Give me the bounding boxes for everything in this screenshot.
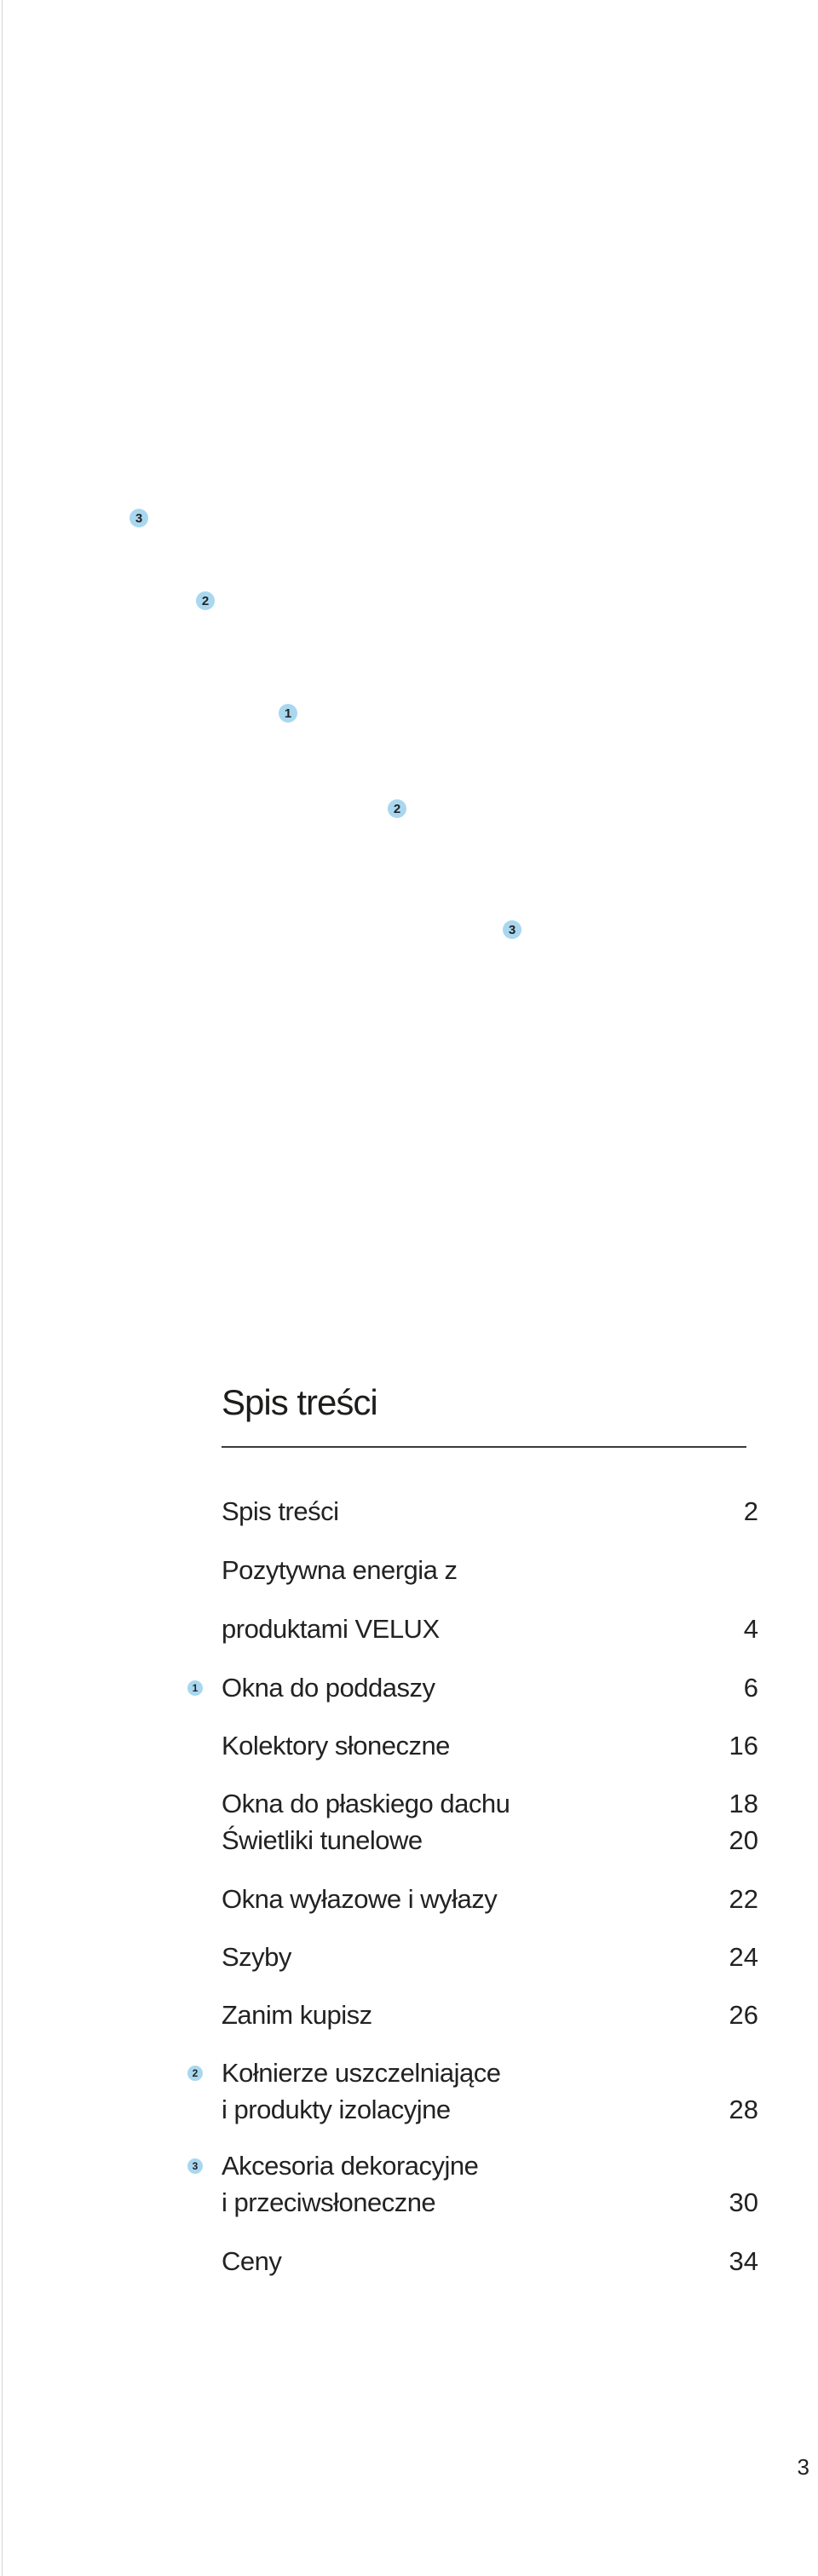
toc-entry-label[interactable]: Spis treści [222, 1496, 339, 1526]
toc-title: Spis treści [222, 1382, 377, 1422]
toc-entry-page: 22 [729, 1884, 758, 1914]
toc-entry-page: 16 [729, 1731, 758, 1761]
image-marker-2-bottom: 2 [388, 799, 406, 818]
toc-entry-page: 34 [729, 2246, 758, 2276]
section-marker-1: 1 [187, 1680, 203, 1696]
image-marker-1: 1 [279, 704, 297, 723]
toc-entry-label[interactable]: Zanim kupisz [222, 2000, 372, 2030]
section-marker-2: 2 [187, 2066, 203, 2081]
section-marker-3: 3 [187, 2158, 203, 2174]
toc-entry-label[interactable]: Ceny [222, 2246, 282, 2276]
toc-entry-label[interactable]: Szyby [222, 1942, 291, 1972]
toc-entry-label[interactable]: Świetliki tunelowe [222, 1825, 423, 1855]
toc-entry-page: 28 [729, 2095, 758, 2124]
toc-entry-label-continued[interactable]: i produkty izolacyjne [222, 2095, 451, 2124]
toc-entry-label[interactable]: Okna do poddaszy [222, 1673, 435, 1703]
page-number: 3 [797, 2454, 809, 2480]
toc-entry-page: 18 [729, 1789, 758, 1818]
toc-entry-page: 30 [729, 2187, 758, 2217]
toc-entry-page: 24 [729, 1942, 758, 1972]
toc-entry-page: 6 [743, 1673, 758, 1703]
toc-entry-label-continued[interactable]: i przeciwsłoneczne [222, 2187, 436, 2217]
image-marker-2-top: 2 [196, 591, 215, 610]
toc-entry-page: 4 [743, 1614, 758, 1644]
toc-entry-label[interactable]: Akcesoria dekoracyjne [222, 2151, 479, 2181]
toc-divider [222, 1446, 746, 1448]
toc-entry-label[interactable]: Okna do płaskiego dachu [222, 1789, 510, 1818]
toc-entry-label[interactable]: produktami VELUX [222, 1614, 440, 1644]
image-marker-3-bottom: 3 [503, 920, 521, 939]
toc-entry-label[interactable]: Pozytywna energia z [222, 1555, 458, 1585]
toc-entry-label[interactable]: Okna wyłazowe i wyłazy [222, 1884, 498, 1914]
toc-entry-page: 20 [729, 1825, 758, 1855]
toc-entry-label[interactable]: Kolektory słoneczne [222, 1731, 450, 1761]
page-edge-line [2, 0, 3, 2576]
toc-entry-page: 2 [743, 1496, 758, 1526]
toc-entry-page: 26 [729, 2000, 758, 2030]
toc-entry-label[interactable]: Kołnierze uszczelniające [222, 2058, 501, 2088]
image-marker-3-top: 3 [130, 509, 148, 527]
